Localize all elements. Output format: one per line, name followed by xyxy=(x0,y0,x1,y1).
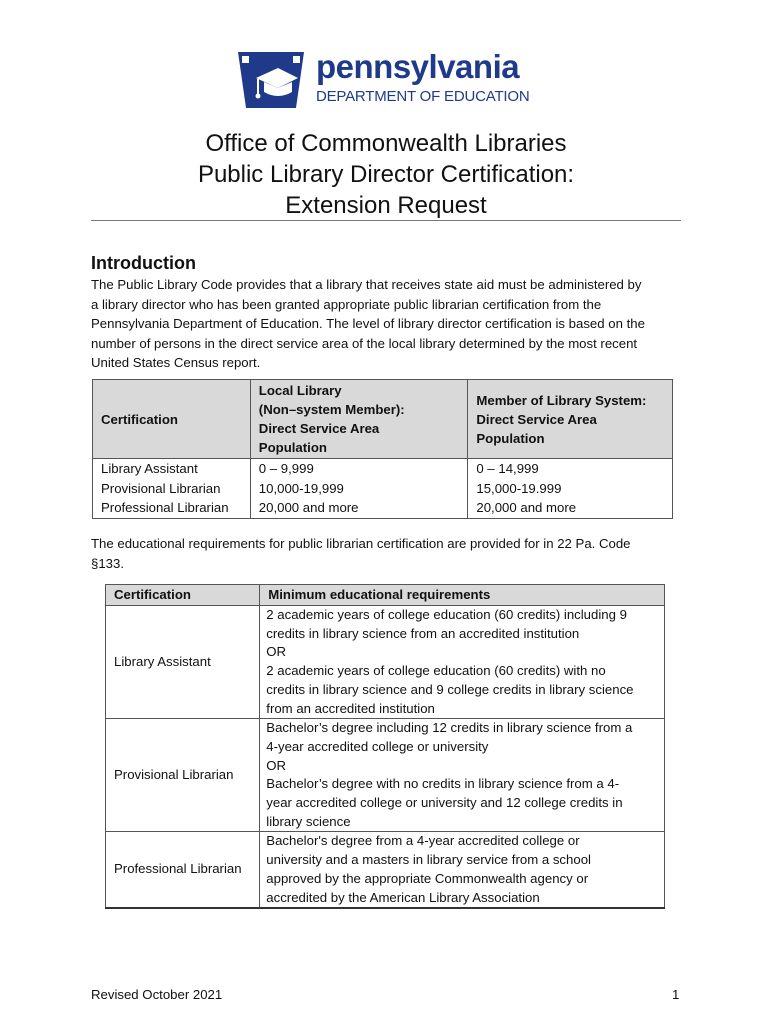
cell-requirements xyxy=(260,719,665,832)
table-row xyxy=(93,479,673,499)
cell-certification: Provisional Librarian xyxy=(106,719,260,832)
cell-certification: Library Assistant xyxy=(93,459,251,479)
requirement-line: OR xyxy=(266,644,287,660)
cell-certification: Provisional Librarian xyxy=(93,479,251,499)
table-row xyxy=(106,832,665,908)
requirement-line: Bachelor's degree from a 4-year accredited college or xyxy=(266,833,580,849)
revision-date: Revised October 2021 xyxy=(91,987,223,1002)
requirement-line: approved by the appropriate Commonwealth agency or xyxy=(266,870,589,886)
header-certification: Certification xyxy=(106,585,260,606)
cell-requirements xyxy=(260,832,665,908)
cell-local: 0 – 9,999 xyxy=(250,459,468,479)
pennsylvania-logo xyxy=(234,50,534,112)
cell-certification: Professional Librarian xyxy=(93,498,251,518)
cell-local: 10,000-19,999 xyxy=(250,479,468,499)
keystone-graduation-cap-icon xyxy=(234,50,308,112)
cell-local: 20,000 and more xyxy=(250,498,468,518)
requirement-line: 4-year accredited college or university xyxy=(266,738,489,754)
population-table xyxy=(92,379,673,519)
requirement-line: from an accredited institution xyxy=(266,700,435,716)
intro-line: The Public Library Code provides that a library that receives state aid must be administered by xyxy=(91,277,642,292)
cell-member: 20,000 and more xyxy=(468,498,673,518)
header-line: Population xyxy=(476,430,545,446)
cell-member: 15,000-19.999 xyxy=(468,479,673,499)
header-certification: Certification xyxy=(93,380,251,459)
requirement-line: library science xyxy=(266,813,351,829)
table-row xyxy=(93,498,673,518)
header-local-library xyxy=(250,380,468,459)
table-row xyxy=(93,459,673,479)
intro-heading: Introduction xyxy=(91,253,196,273)
table-row xyxy=(106,719,665,832)
logo-department: DEPARTMENT OF EDUCATION xyxy=(316,88,530,105)
education-requirements-table xyxy=(105,584,665,909)
intro-line: United States Census report. xyxy=(91,355,261,370)
intro-line: Pennsylvania Department of Education. The level of library director certification is based on the xyxy=(91,316,645,331)
title-line-3: Extension Request xyxy=(285,192,487,219)
header-line: Direct Service Area xyxy=(476,411,597,427)
requirement-line: accredited by the American Library Association xyxy=(266,889,540,905)
intro-line: number of persons in the direct service area of the local library determined by the most recent xyxy=(91,335,638,351)
paragraph-line: The educational requirements for public librarian certification are provided for in 22 Pa. Code xyxy=(91,536,631,551)
header-line: Population xyxy=(258,440,327,455)
table-row xyxy=(106,606,665,719)
header-line: Local Library xyxy=(258,383,342,398)
cell-certification: Professional Librarian xyxy=(106,832,260,908)
intro-paragraph xyxy=(91,275,687,373)
requirement-line: Bachelor’s degree with no credits in library science from a 4- xyxy=(266,776,620,792)
intro-line: a library director who has been granted appropriate public librarian certification from the xyxy=(91,296,602,312)
requirement-line: credits in library science from an accredited institution xyxy=(266,625,580,641)
title-divider xyxy=(91,220,681,221)
cell-requirements xyxy=(260,606,665,719)
requirement-line: OR xyxy=(266,757,287,773)
title-line-2: Public Library Director Certification: xyxy=(197,161,575,188)
requirement-line: 2 academic years of college education (60 credits) with no xyxy=(266,663,606,679)
requirements-paragraph xyxy=(91,534,681,573)
logo-wordmark: pennsylvania xyxy=(316,48,520,85)
table-header-row xyxy=(93,380,673,459)
requirement-line: 2 academic years of college education (60 credits) including 9 xyxy=(266,607,627,622)
title-line-1: Office of Commonwealth Libraries xyxy=(205,130,567,157)
header-line: Member of Library System: xyxy=(476,392,647,408)
header-member-system xyxy=(468,380,673,459)
requirement-line: credits in library science and 9 college credits in library science xyxy=(266,681,634,697)
page-title xyxy=(91,128,681,221)
header-requirements: Minimum educational requirements xyxy=(260,585,665,606)
cell-member: 0 – 14,999 xyxy=(468,459,673,479)
page-number: 1 xyxy=(672,987,680,1002)
header-line: (Non–system Member): xyxy=(258,402,405,417)
requirement-line: Bachelor’s degree including 12 credits in library science from a xyxy=(266,720,633,736)
cell-certification: Library Assistant xyxy=(106,606,260,719)
requirement-line: university and a masters in library service from a school xyxy=(266,852,591,868)
table-header-row xyxy=(106,585,665,606)
paragraph-line: §133. xyxy=(91,555,125,571)
header-line: Direct Service Area xyxy=(258,421,380,436)
requirement-line: year accredited college or university and 12 college credits in xyxy=(266,795,623,811)
